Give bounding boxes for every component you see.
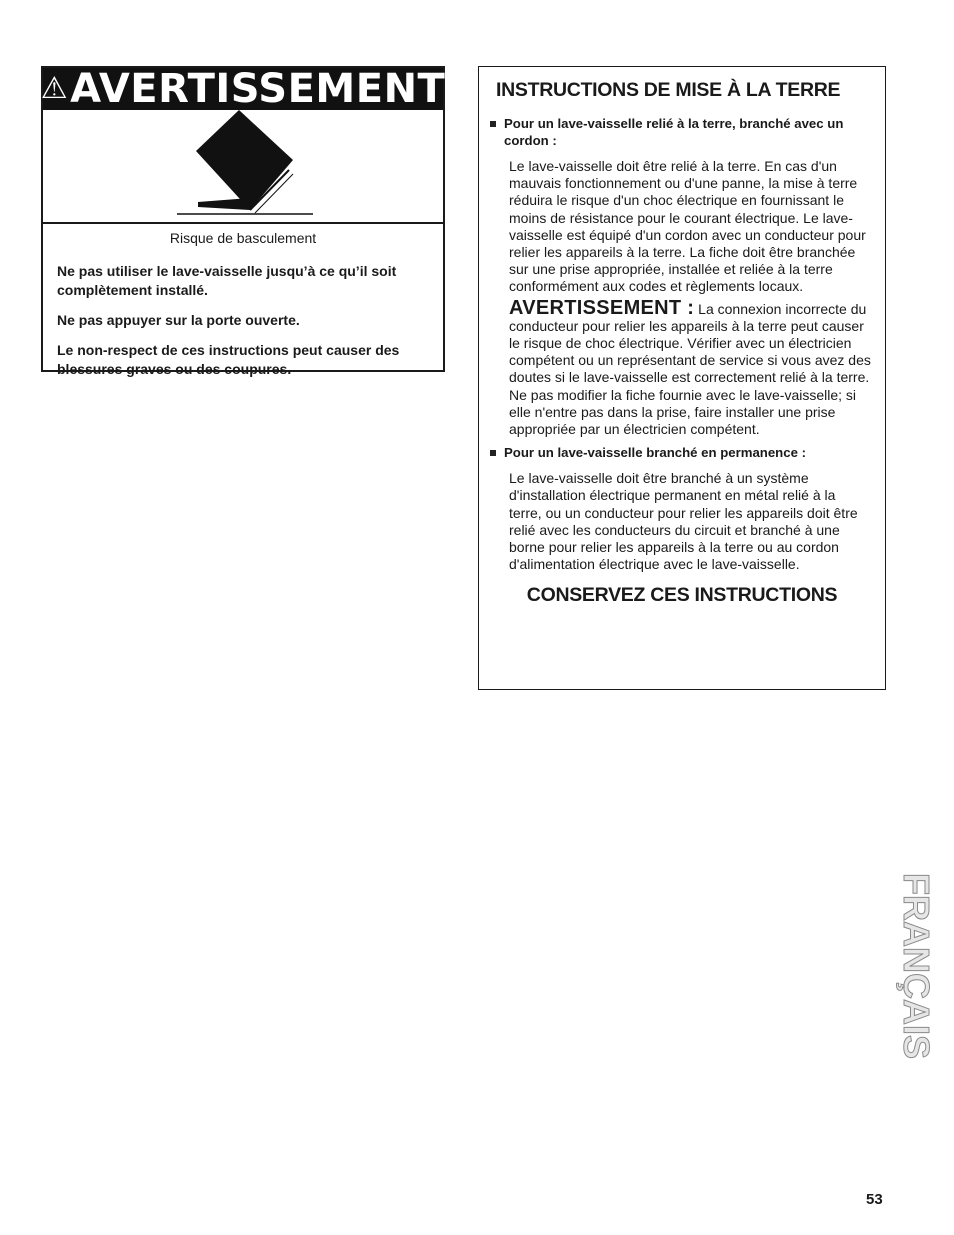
inline-warning-label: AVERTISSEMENT : — [509, 296, 695, 319]
instructions-title: INSTRUCTIONS DE MISE À LA TERRE — [496, 79, 841, 101]
warning-paragraph: Ne pas utiliser le lave-vaisselle jusqu’à ce qu’il soit complètement installé. — [57, 263, 397, 298]
bullet-icon — [490, 121, 496, 127]
page-number: 53 — [866, 1191, 883, 1208]
permanent-heading: Pour un lave-vaisselle branché en permanence : — [504, 445, 806, 461]
warning-paragraph: Le non-respect de ces instructions peut causer des blessures graves ou des coupures. — [57, 342, 400, 377]
risk-label: Risque de basculement — [169, 230, 317, 246]
inline-warning — [509, 296, 875, 439]
save-instructions-heading: CONSERVEZ CES INSTRUCTIONS — [526, 584, 838, 607]
warning-paragraph: Ne pas appuyer sur la porte ouverte. — [57, 312, 300, 328]
warning-box — [40, 66, 446, 377]
tipping-figure — [43, 110, 443, 224]
warning-header-text: AVERTISSEMENT — [70, 66, 446, 112]
language-label: FRANÇAIS — [896, 873, 937, 1059]
corded-heading-row — [490, 115, 885, 149]
language-side-tab — [896, 873, 937, 1059]
bullet-icon — [490, 450, 496, 456]
corded-text: Le lave-vaisselle doit être relié à la terre. En cas d'un mauvais fonctionnement ou d'une panne, la mise à terre réduira le risque d'un choc électrique en fournissant le moins de résistance pour le courant électrique. Le lave-vaisselle est équipé d'un cordon avec un conducteur pour relier les appareils à la terre. La fiche doit être branchée sur une prise appropriée, installée et reliée à la terre conformément aux codes et règlements locaux. — [509, 158, 866, 295]
warning-header — [40, 66, 446, 112]
warning-triangle-icon: ⚠ — [40, 71, 69, 106]
grounding-instructions-box — [478, 66, 886, 690]
inline-warning-text: La connexion incorrecte du conducteur pour relier les appareils à la terre peut causer le risque de choc électrique. Vérifier avec un électricien compétent ou un représentant de service si vous avez des doutes si le lave-vaisselle est correctement relié à la terre. Ne pas modifier la fiche fournie avec le lave-vaisselle; si elle n'entre pas dans la prise, faire installer une prise appropriée par un électricien compétent. — [509, 300, 871, 438]
permanent-text: Le lave-vaisselle doit être branché à un système d'installation électrique permanent en métal relié à la terre, ou un conducteur pour relier les appareils doit être relié avec les conducteurs du circuit et branché à une borne pour relier les appareils à la terre ou au cordon d'alimentation électrique avec le lave-vaisselle. — [509, 470, 858, 573]
tipping-dishwasher-icon — [43, 110, 443, 222]
permanent-heading-row — [490, 444, 885, 461]
corded-heading: Pour un lave-vaisselle relié à la terre, branché avec un cordon : — [504, 116, 844, 148]
